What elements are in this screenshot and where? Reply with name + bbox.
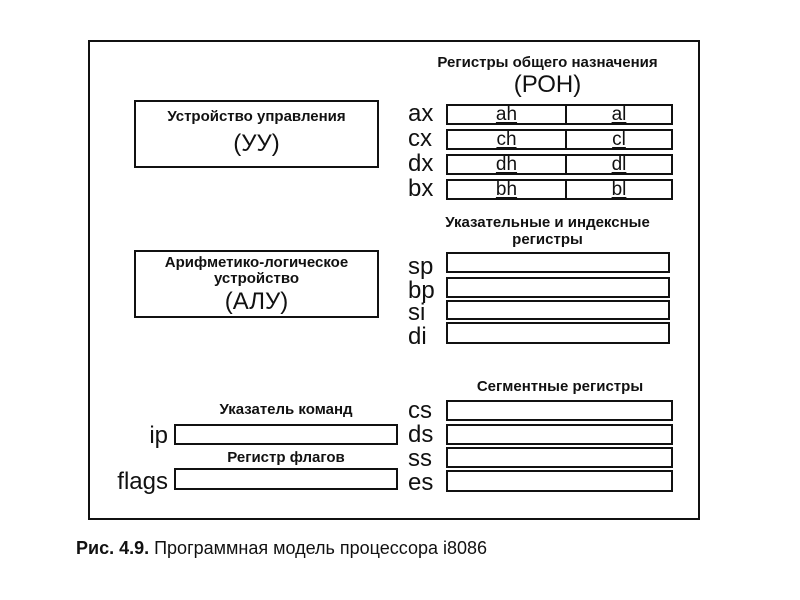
register-ch: ch: [446, 129, 567, 150]
register-bl: bl: [565, 179, 673, 200]
figure-caption-number: Рис. 4.9.: [76, 538, 150, 558]
gpr-title: Регистры общего назначения: [437, 54, 658, 71]
register-flags: [174, 468, 398, 490]
register-name-bx: bx: [408, 175, 434, 202]
register-name-ip: ip: [149, 422, 168, 449]
index-registers-title-line1: Указательные и индексные: [445, 214, 650, 231]
register-cl: cl: [565, 129, 673, 150]
register-name-si: si: [408, 299, 426, 326]
register-ah: ah: [446, 104, 567, 125]
register-dh: dh: [446, 154, 567, 175]
flags-title: Регистр флагов: [227, 449, 345, 466]
alu-abbr: (АЛУ): [224, 288, 289, 315]
register-si: [446, 300, 670, 320]
ip-title: Указатель команд: [219, 401, 353, 418]
register-name-ax: ax: [408, 100, 434, 127]
register-bp: [446, 277, 670, 298]
gpr-abbr: (РОН): [513, 71, 582, 98]
alu-title-line2: устройство: [213, 270, 300, 287]
control-unit-box: [134, 100, 379, 168]
register-name-cs: cs: [408, 397, 432, 424]
control-unit-abbr: (УУ): [233, 130, 280, 157]
register-al: al: [565, 104, 673, 125]
index-registers-title-line2: регистры: [512, 231, 583, 248]
register-name-dx: dx: [408, 150, 434, 177]
figure-caption-text: Программная модель процессора i8086: [149, 538, 488, 558]
segment-registers-title: Сегментные регистры: [476, 378, 644, 395]
register-name-cx: cx: [408, 125, 432, 152]
register-sp: [446, 252, 670, 273]
register-ss: [446, 447, 673, 468]
register-name-di: di: [408, 323, 427, 350]
register-di: [446, 322, 670, 344]
register-dl: dl: [565, 154, 673, 175]
register-bh: bh: [446, 179, 567, 200]
register-name-ss: ss: [408, 445, 432, 472]
register-name-flags: flags: [117, 468, 168, 495]
register-cs: [446, 400, 673, 421]
register-name-es: es: [408, 469, 434, 496]
control-unit-title: Устройство управления: [167, 108, 346, 125]
register-name-bp: bp: [408, 277, 435, 304]
register-ds: [446, 424, 673, 445]
alu-title-line1: Арифметико-логическое: [164, 254, 349, 271]
register-es: [446, 470, 673, 492]
register-ip: [174, 424, 398, 445]
register-name-ds: ds: [408, 421, 434, 448]
figure-caption: [76, 537, 487, 559]
alu-box: [134, 250, 379, 318]
register-name-sp: sp: [408, 253, 434, 280]
